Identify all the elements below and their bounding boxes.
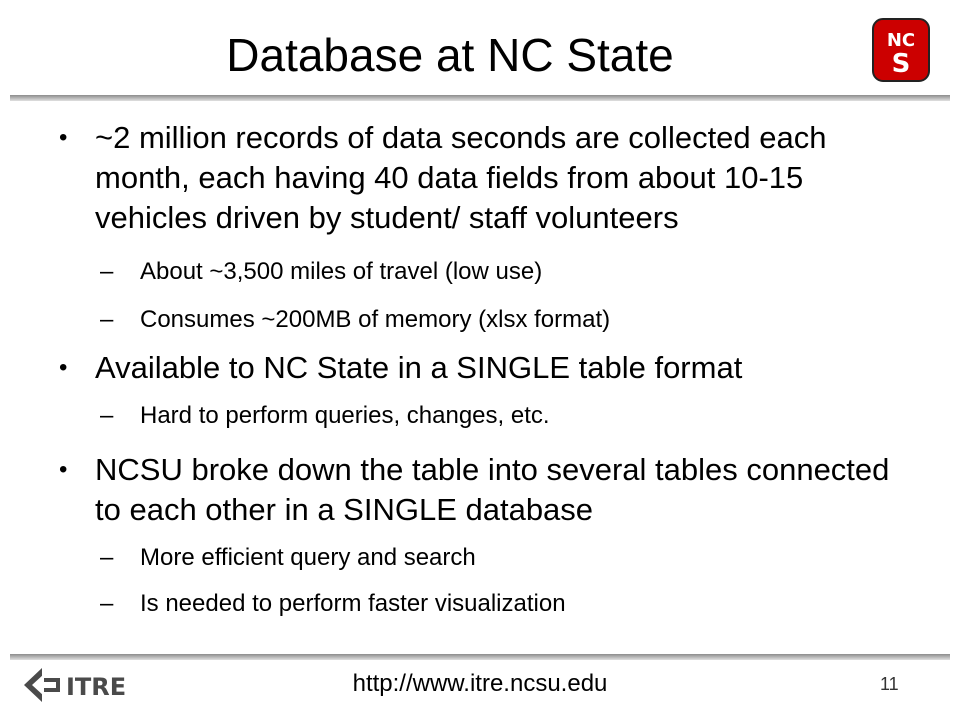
- bullet-dot: •: [59, 354, 68, 381]
- bullet-3-text: NCSU broke down the table into several tables connected to each other in a SINGLE database: [95, 452, 890, 527]
- sub-bullet-3-1: [100, 542, 920, 574]
- page-number: 11: [880, 674, 899, 694]
- bullet-dot: •: [59, 124, 68, 151]
- bullet-dot: •: [59, 456, 68, 483]
- svg-text:S: S: [891, 49, 911, 79]
- sub-bullet-1-2: [100, 304, 920, 336]
- sub-bullet-dash: –: [100, 306, 114, 333]
- bullet-1: [59, 118, 915, 238]
- sub-bullet-1-1-text: About ~3,500 miles of travel (low use): [140, 258, 543, 285]
- nc-state-logo-icon: [872, 18, 930, 82]
- sub-bullet-2-1-text: Hard to perform queries, changes, etc.: [140, 402, 550, 429]
- bullet-1-text: ~2 million records of data seconds are collected each month, each having 40 data fields from about 10-15 vehicles driven by student/ staff volunteers: [95, 120, 827, 235]
- sub-bullet-1-1: [100, 256, 920, 288]
- slide-title: Database at NC State: [226, 29, 674, 81]
- sub-bullet-3-2: [100, 588, 920, 620]
- footer-divider: [10, 654, 950, 660]
- sub-bullet-dash: –: [100, 402, 114, 429]
- sub-bullet-dash: –: [100, 258, 114, 285]
- svg-text:NC: NC: [886, 30, 916, 51]
- bullet-2-text: Available to NC State in a SINGLE table format: [95, 350, 743, 385]
- sub-bullet-2-1: [100, 400, 920, 432]
- footer-url[interactable]: http://www.itre.ncsu.edu: [352, 670, 608, 697]
- bullet-3: [59, 450, 915, 530]
- itre-logo-text: ITRE: [66, 673, 127, 701]
- sub-bullet-dash: –: [100, 590, 114, 617]
- sub-bullet-3-1-text: More efficient query and search: [140, 544, 476, 571]
- sub-bullet-1-2-text: Consumes ~200MB of memory (xlsx format): [140, 306, 611, 333]
- title-divider: [10, 95, 950, 101]
- sub-bullet-3-2-text: Is needed to perform faster visualization: [140, 590, 566, 617]
- bullet-2: [59, 348, 915, 388]
- sub-bullet-dash: –: [100, 544, 114, 571]
